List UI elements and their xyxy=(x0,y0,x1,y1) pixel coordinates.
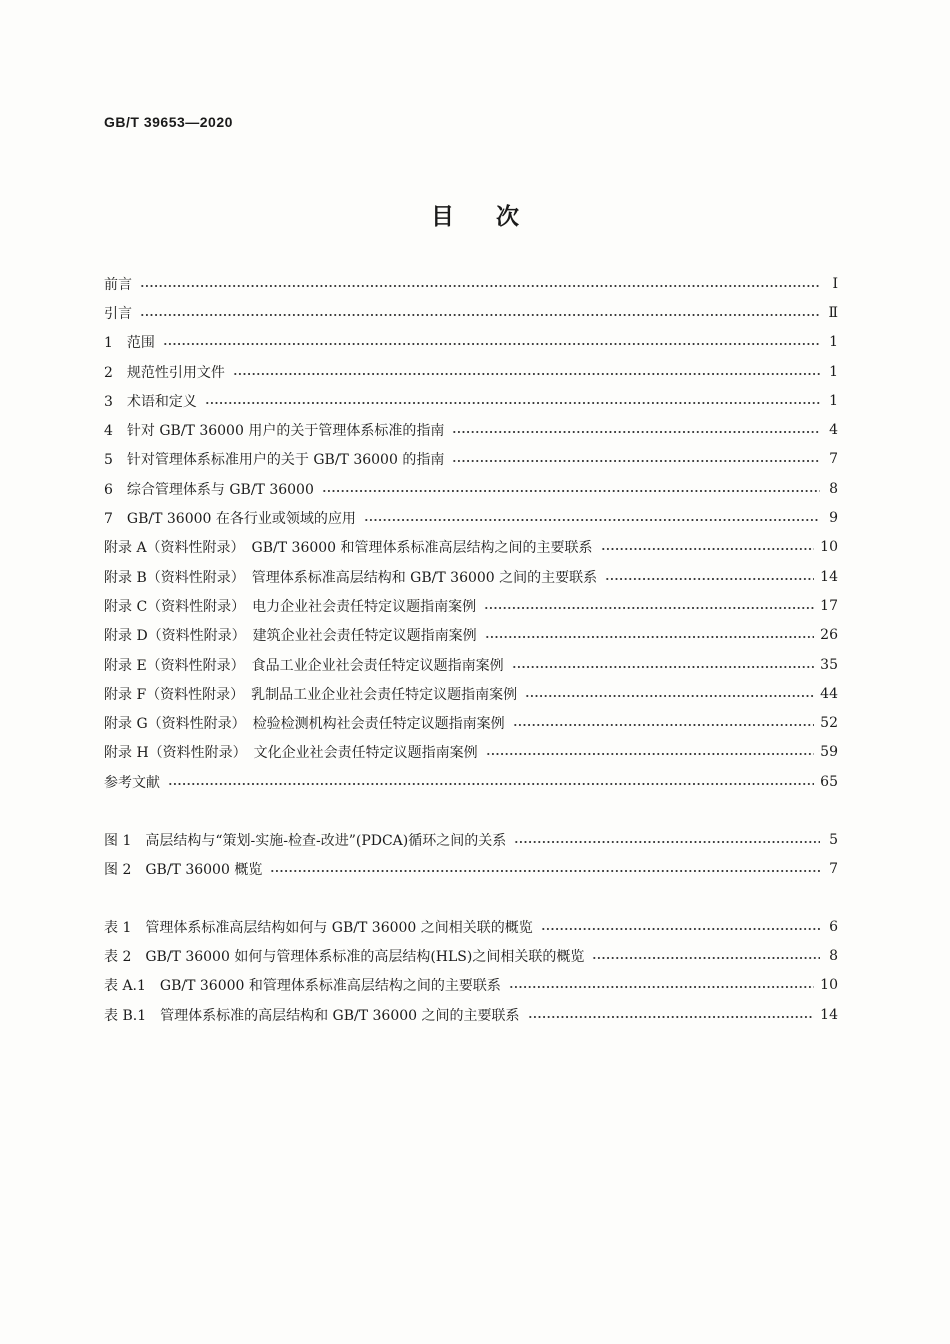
toc-entry[interactable] xyxy=(104,415,838,444)
toc-entry[interactable] xyxy=(104,738,838,767)
dot-leader xyxy=(163,335,820,349)
dot-leader xyxy=(513,716,815,730)
toc-entry-page: 10 xyxy=(820,539,838,556)
dot-leader xyxy=(205,394,820,408)
toc-entry[interactable] xyxy=(104,269,838,298)
toc-entry-label: 附录 C（资料性附录） 电力企业社会责任特定议题指南案例 xyxy=(104,598,477,615)
toc-entry-page: 10 xyxy=(820,977,838,994)
dot-leader xyxy=(140,306,820,320)
toc-entry-label: 3 术语和定义 xyxy=(104,393,197,410)
toc-entry[interactable] xyxy=(104,328,838,357)
toc-entry-label: 7 GB/T 36000 在各行业或领域的应用 xyxy=(104,511,356,528)
toc-entry-label: 附录 D（资料性附录） 建筑企业社会责任特定议题指南案例 xyxy=(104,628,477,645)
dot-leader xyxy=(168,775,814,789)
toc-entry-label: 表 B.1 管理体系标准的高层结构和 GB/T 36000 之间的主要联系 xyxy=(104,1007,520,1024)
toc-list xyxy=(104,269,838,796)
toc-entry[interactable] xyxy=(104,357,838,386)
toc-entry[interactable] xyxy=(104,386,838,415)
toc-entry[interactable] xyxy=(104,621,838,650)
toc-entry[interactable] xyxy=(104,533,838,562)
toc-entry-page: 1 xyxy=(829,334,838,351)
toc-entry-page: 1 xyxy=(829,363,838,380)
toc-entry-page: 35 xyxy=(820,656,838,673)
dot-leader xyxy=(601,540,815,554)
dot-leader xyxy=(452,452,820,466)
toc-entry[interactable] xyxy=(104,1000,838,1029)
toc-entry[interactable] xyxy=(104,971,838,1000)
toc-entry[interactable] xyxy=(104,708,838,737)
toc-entry-label: 参考文献 xyxy=(104,774,160,791)
toc-entry-page: 14 xyxy=(820,1006,838,1023)
figure-list xyxy=(104,825,838,884)
toc-entry[interactable] xyxy=(104,941,838,970)
toc-entry-label: 2 规范性引用文件 xyxy=(104,364,225,381)
toc-entry-page: Ⅰ xyxy=(832,275,838,292)
dot-leader xyxy=(270,862,820,876)
dot-leader xyxy=(512,658,815,672)
toc-entry-label: 附录 E（资料性附录） 食品工业企业社会责任特定议题指南案例 xyxy=(104,657,504,674)
dot-leader xyxy=(322,482,820,496)
page-title: 目次 xyxy=(431,204,561,230)
toc-entry-page: 7 xyxy=(829,860,838,877)
toc-entry-label: 4 针对 GB/T 36000 用户的关于管理体系标准的指南 xyxy=(104,423,445,440)
toc-entry-page: 1 xyxy=(829,392,838,409)
toc-entry-label: 表 1 管理体系标准高层结构如何与 GB/T 36000 之间相关联的概览 xyxy=(104,919,533,936)
toc-entry-label: 附录 G（资料性附录） 检验检测机构社会责任特定议题指南案例 xyxy=(104,716,505,733)
toc-entry-page: 9 xyxy=(829,510,838,527)
dot-leader xyxy=(592,949,820,963)
toc-entry-label: 表 2 GB/T 36000 如何与管理体系标准的高层结构(HLS)之间相关联的概览 xyxy=(104,948,585,965)
dot-leader xyxy=(514,833,820,847)
dot-leader xyxy=(140,277,820,291)
toc-entry-page: 52 xyxy=(820,715,838,732)
toc-entry-label: 引言 xyxy=(104,305,132,322)
dot-leader xyxy=(509,978,814,992)
toc-entry[interactable] xyxy=(104,562,838,591)
dot-leader xyxy=(605,570,814,584)
dot-leader xyxy=(541,920,820,934)
toc-entry[interactable] xyxy=(104,650,838,679)
dot-leader xyxy=(233,365,820,379)
toc-entry-page: 17 xyxy=(820,597,838,614)
toc-entry-label: 1 范围 xyxy=(104,335,155,352)
toc-entry-page: 6 xyxy=(829,918,838,935)
toc-entry-page: 59 xyxy=(820,744,838,761)
toc-entry-label: 表 A.1 GB/T 36000 和管理体系标准高层结构之间的主要联系 xyxy=(104,978,501,995)
toc-entry-page: 7 xyxy=(829,451,838,468)
toc-entry-label: 6 综合管理体系与 GB/T 36000 xyxy=(104,481,314,498)
toc-entry-page: 8 xyxy=(829,947,838,964)
toc-entry[interactable] xyxy=(104,679,838,708)
toc-entry[interactable] xyxy=(104,825,838,854)
toc-entry-page: 14 xyxy=(820,568,838,585)
standard-number: GB/T 39653—2020 xyxy=(104,114,233,130)
toc-entry-page: 4 xyxy=(829,422,838,439)
dot-leader xyxy=(525,687,814,701)
toc-entry-page: Ⅱ xyxy=(828,304,838,321)
dot-leader xyxy=(484,599,814,613)
toc-entry[interactable] xyxy=(104,445,838,474)
toc-entry[interactable] xyxy=(104,474,838,503)
dot-leader xyxy=(364,511,820,525)
toc-entry-label: 附录 H（资料性附录） 文化企业社会责任特定议题指南案例 xyxy=(104,745,478,762)
toc-entry[interactable] xyxy=(104,503,838,532)
dot-leader xyxy=(486,745,815,759)
toc-entry[interactable] xyxy=(104,298,838,327)
toc-entry-label: 附录 B（资料性附录） 管理体系标准高层结构和 GB/T 36000 之间的主要联系 xyxy=(104,569,598,586)
toc-entry-page: 44 xyxy=(820,685,838,702)
dot-leader xyxy=(528,1008,815,1022)
toc-entry[interactable] xyxy=(104,767,838,796)
toc-entry-label: 前言 xyxy=(104,276,132,293)
toc-entry-page: 5 xyxy=(829,831,838,848)
toc-entry-label: 附录 A（资料性附录） GB/T 36000 和管理体系标准高层结构之间的主要联系 xyxy=(104,540,593,557)
toc-entry[interactable] xyxy=(104,591,838,620)
table-list xyxy=(104,912,838,1029)
dot-leader xyxy=(452,423,820,437)
toc-entry-label: 附录 F（资料性附录） 乳制品工业企业社会责任特定议题指南案例 xyxy=(104,686,518,703)
toc-entry-label: 5 针对管理体系标准用户的关于 GB/T 36000 的指南 xyxy=(104,452,445,469)
toc-entry-label: 图 2 GB/T 36000 概览 xyxy=(104,861,263,878)
dot-leader xyxy=(485,628,814,642)
toc-entry[interactable] xyxy=(104,912,838,941)
toc-entry-label: 图 1 高层结构与“策划-实施-检查-改进”(PDCA)循环之间的关系 xyxy=(104,832,507,849)
toc-entry-page: 26 xyxy=(820,627,838,644)
toc-entry[interactable] xyxy=(104,854,838,883)
toc-entry-page: 65 xyxy=(820,773,838,790)
toc-entry-page: 8 xyxy=(829,480,838,497)
